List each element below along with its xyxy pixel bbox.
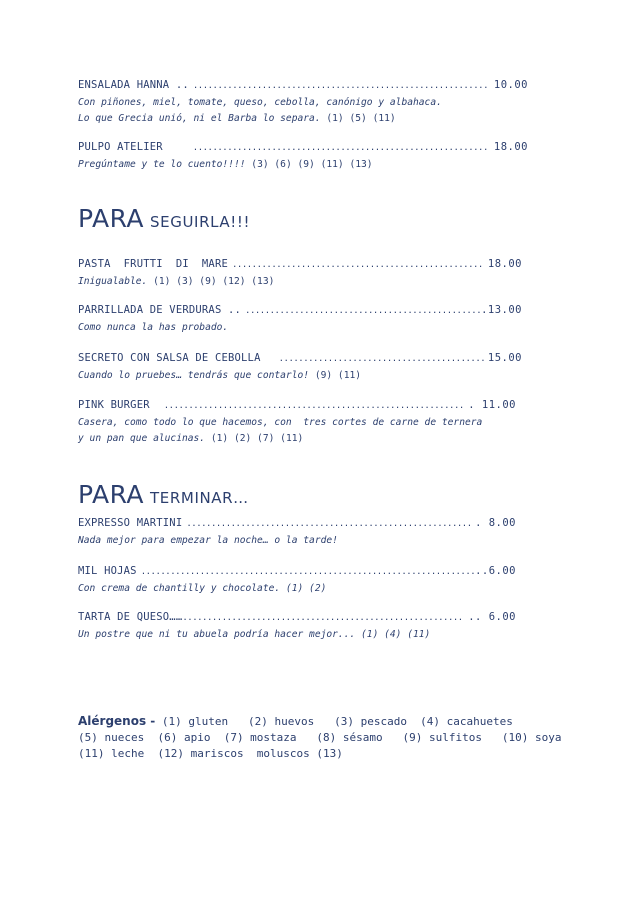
menu-item-pasta-frutti-di-mare bbox=[78, 257, 522, 290]
menu-item-pulpo-atelier bbox=[78, 140, 528, 173]
item-price: .13.00 bbox=[481, 304, 522, 316]
item-price: . 11.00 bbox=[468, 399, 516, 411]
item-description: Con piñones, miel, tomate, queso, cebolla, canónigo y albahaca. Lo que Grecia unió, ni el Barba lo separa. (1) (5) (11) bbox=[78, 97, 442, 124]
menu-item-expresso-martini bbox=[78, 516, 516, 549]
leader-dots bbox=[279, 352, 484, 366]
item-description: Como nunca la has probado. bbox=[78, 322, 229, 333]
leader-dots bbox=[141, 565, 475, 579]
section-title-terminar: PARA TERMINAR… bbox=[78, 480, 249, 509]
item-name: EXPRESSO MARTINI bbox=[78, 517, 183, 529]
leader-dots bbox=[193, 141, 490, 155]
item-description: Con crema de chantilly y chocolate. (1) (2) bbox=[78, 583, 327, 594]
allergens-line: (5) nueces (6) apio (7) mostaza (8) sésamo (9) sulfitos (10) soya bbox=[78, 731, 562, 744]
item-name: PULPO ATELIER bbox=[78, 141, 163, 153]
allergens-legend: Alérgenos - (1) gluten (2) huevos (3) pescado (4) cacahuetes (5) nueces (6) apio (7) mostaza (8) sésamo (9) sulfitos (10) soya (11) leche (12) mariscos moluscos (13) bbox=[78, 713, 568, 762]
item-price: 10.00 bbox=[493, 79, 528, 91]
item-description: Inigualable. (1) (3) (9) (12) (13) bbox=[78, 276, 275, 287]
item-description: Casera, como todo lo que hacemos, con tres cortes de carne de ternera y un pan que alucinas. (1) (2) (7) (11) bbox=[78, 417, 483, 444]
menu-item-parrillada-de-verduras bbox=[78, 303, 522, 336]
item-name: TARTA DE QUESO…… bbox=[78, 611, 183, 623]
leader-dots bbox=[245, 304, 481, 318]
item-price: 18.00 bbox=[493, 141, 528, 153]
allergens-line: (11) leche (12) mariscos moluscos (13) bbox=[78, 747, 343, 760]
item-name: PINK BURGER bbox=[78, 399, 150, 411]
item-price: 18.00 bbox=[487, 258, 522, 270]
item-description: Un postre que ni tu abuela podría hacer mejor... (1) (4) (11) bbox=[78, 629, 431, 640]
item-name: ENSALADA HANNA .. bbox=[78, 79, 189, 91]
item-price: .. 6.00 bbox=[468, 611, 516, 623]
leader-dots bbox=[193, 79, 490, 93]
item-name: PASTA FRUTTI DI MARE bbox=[78, 258, 228, 270]
leader-dots bbox=[186, 517, 471, 531]
menu-item-secreto-con-salsa-de-cebolla bbox=[78, 351, 522, 384]
item-name: SECRETO CON SALSA DE CEBOLLA bbox=[78, 352, 261, 364]
leader-dots bbox=[232, 258, 484, 272]
leader-dots bbox=[164, 399, 464, 413]
menu-item-ensalada-hanna bbox=[78, 78, 528, 127]
item-price: ..6.00 bbox=[475, 565, 516, 577]
item-name: MIL HOJAS bbox=[78, 565, 137, 577]
menu-item-mil-hojas bbox=[78, 564, 516, 597]
section-title-seguirla: PARA SEGUIRLA!!! bbox=[78, 204, 251, 233]
item-description: Pregúntame y te lo cuento!!!! (3) (6) (9) (11) (13) bbox=[78, 159, 373, 170]
menu-item-tarta-de-queso bbox=[78, 610, 516, 643]
item-description: Nada mejor para empezar la noche… o la tarde! bbox=[78, 535, 338, 546]
leader-dots bbox=[182, 611, 464, 625]
item-price: 15.00 bbox=[487, 352, 522, 364]
item-name: PARRILLADA DE VERDURAS .. bbox=[78, 304, 242, 316]
item-description: Cuando lo pruebes… tendrás que contarlo! (9) (11) bbox=[78, 370, 362, 381]
allergens-label: Alérgenos - bbox=[78, 714, 156, 728]
menu-item-pink-burger bbox=[78, 398, 516, 447]
item-price: . 8.00 bbox=[475, 517, 516, 529]
